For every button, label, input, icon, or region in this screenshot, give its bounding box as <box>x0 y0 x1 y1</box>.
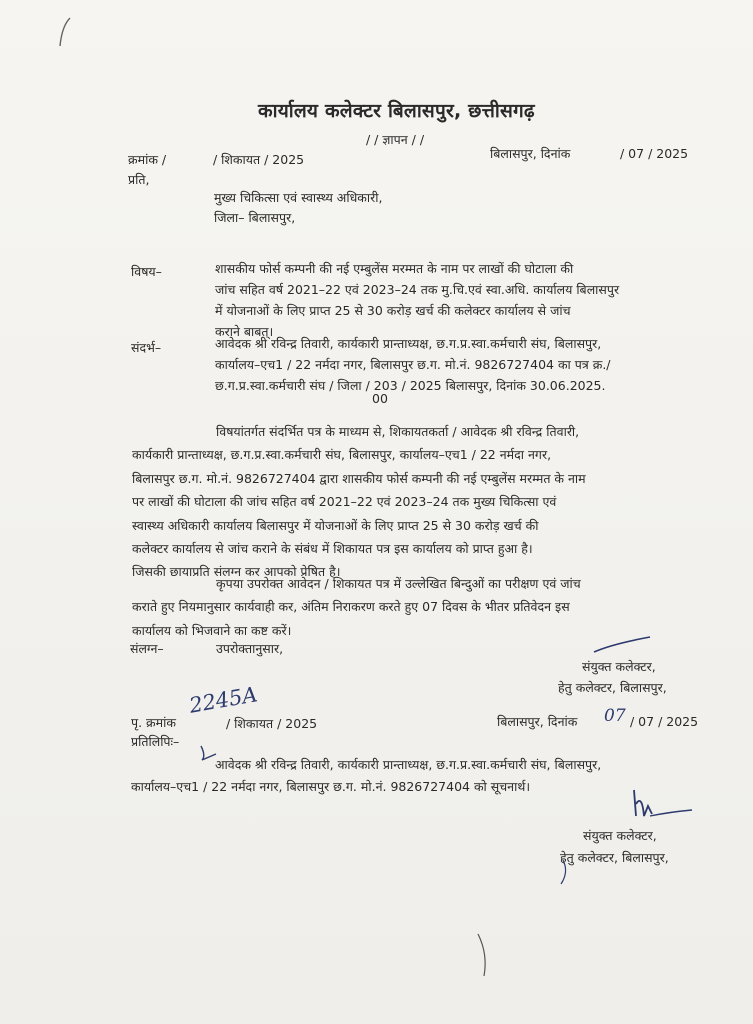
body-line: कार्यालय को भिजवाने का कष्ट करें। <box>132 622 292 638</box>
reference-label: संदर्भ– <box>131 340 162 355</box>
body-line: कार्यकारी प्रान्ताध्यक्ष, छ.ग.प्र.स्वा.कर्मचारी संघ, बिलासपुर, कार्यालय–एच1 / 22 नर्मदा नगर, <box>132 447 552 463</box>
body-line: बिलासपुर छ.ग. मो.नं. 9826727404 द्वारा शासकीय फोर्स कम्पनी की नई एम्बुलेंस मरम्मत के नाम <box>132 470 586 486</box>
prati-label: प्रति, <box>128 172 150 187</box>
enclosure-value: उपरोक्तानुसार, <box>216 641 284 656</box>
reference-text <box>215 333 695 396</box>
subject-line: शासकीय फोर्स कम्पनी की नई एम्बुलेंस मरम्मत के नाम पर लाखों की घोटाला की <box>215 261 574 276</box>
stray-pen-mark <box>470 930 500 980</box>
body-paragraph-2 <box>132 572 697 642</box>
office-title: कार्यालय कलेक्टर बिलासपुर, छत्तीसगढ़ <box>258 100 535 122</box>
endorsement-date-value: / 07 / 2025 <box>630 714 699 729</box>
handwritten-number: 2245A <box>187 682 260 718</box>
body-line: जिसकी छायाप्रति संलग्न कर आपको प्रेषित है। <box>132 564 341 580</box>
endorsement-place-date-label: बिलासपुर, दिनांक <box>497 714 578 729</box>
endorsement-line: आवेदक श्री रविन्द्र तिवारी, कार्यकारी प्रान्ताध्यक्ष, छ.ग.प्र.स्वा.कर्मचारी संघ, बिलासपुर, <box>215 757 602 772</box>
subject-line: जांच सहित वर्ष 2021–22 एवं 2023–24 तक मु.चि.एवं स्वा.अधि. कार्यालय बिलासपुर <box>215 282 620 297</box>
complaint-ref: / शिकायत / 2025 <box>213 152 305 167</box>
handwritten-day: 07 <box>604 706 626 726</box>
body-line: कलेक्टर कार्यालय से जांच कराने के संबंध में शिकायत पत्र इस कार्यालय को प्राप्त हुआ है। <box>132 541 533 557</box>
place-date-label: बिलासपुर, दिनांक <box>490 146 571 161</box>
body-line: पर लाखों की घोटाला की जांच सहित वर्ष 2021–22 एवं 2023–24 तक मुख्य चिकित्सा एवं <box>132 494 557 510</box>
subject-line: में योजनाओं के लिए प्राप्त 25 से 30 करोड़ खर्च की कलेक्टर कार्यालय से जांच <box>215 303 571 318</box>
enclosure-label: संलग्न– <box>130 641 164 656</box>
body-line: विषयांतर्गत संदर्भित पत्र के माध्यम से, शिकायतकर्ता / आवेदक श्री रविन्द्र तिवारी, <box>216 424 580 439</box>
signature1-line2: हेतु कलेक्टर, बिलासपुर, <box>558 680 667 695</box>
memo-label: / / ज्ञापन / / <box>366 132 425 147</box>
corner-mark <box>40 16 80 50</box>
signature2-line2: हेतु कलेक्टर, बिलासपुर, <box>560 850 669 865</box>
body-line: स्वास्थ्य अधिकारी कार्यालय बिलासपुर में योजनाओं के लिए प्राप्त 25 से 30 करोड़ खर्च की <box>132 517 539 533</box>
copy-label: प्रतिलिपिः– <box>131 734 180 749</box>
subject-text <box>215 258 695 342</box>
signature1-line1: संयुक्त कलेक्टर, <box>582 659 656 674</box>
subject-line: कराने बाबत्। <box>215 324 274 339</box>
body-line: कराते हुए नियमानुसार कार्यवाही कर, अंतिम निराकरण करते हुए 07 दिवस के भीतर प्रतिवेदन इस <box>132 599 570 615</box>
subject-label: विषय– <box>131 264 162 279</box>
body-paragraph-1 <box>132 420 697 584</box>
reference-line: आवेदक श्री रविन्द्र तिवारी, कार्यकारी प्रान्ताध्यक्ष, छ.ग.प्र.स्वा.कर्मचारी संघ, बिलासपुर, <box>215 336 602 351</box>
reference-line: छ.ग.प्र.स्वा.कर्मचारी संघ / जिला / 203 / 2025 बिलासपुर, दिनांक 30.06.2025. <box>215 378 606 393</box>
endorsement-text <box>131 754 711 798</box>
recipient-line2: जिला– बिलासपुर, <box>214 210 296 225</box>
reference-line: कार्यालय–एच1 / 22 नर्मदा नगर, बिलासपुर छ.ग. मो.नं. 9826727404 का पत्र क्र./ <box>215 357 611 372</box>
signature-mark <box>630 786 696 826</box>
endorsement-complaint-ref: / शिकायत / 2025 <box>226 716 318 731</box>
endorsement-number-label: पृ. क्रमांक <box>131 715 176 730</box>
date-value: / 07 / 2025 <box>620 146 689 161</box>
signature2-line1: संयुक्त कलेक्टर, <box>583 828 657 843</box>
pen-flourish <box>555 858 585 886</box>
reference-extra: 00 <box>372 391 388 406</box>
endorsement-line: कार्यालय–एच1 / 22 नर्मदा नगर, बिलासपुर छ.ग. मो.नं. 9826727404 को सूचनार्थ। <box>131 779 531 794</box>
signature-stroke <box>592 634 654 656</box>
recipient-line1: मुख्य चिकित्सा एवं स्वास्थ्य अधिकारी, <box>214 190 383 205</box>
number-label: क्रमांक / <box>128 152 167 167</box>
body-line: कृपया उपरोक्त आवेदन / शिकायत पत्र में उल्लेखित बिन्दुओं का परीक्षण एवं जांच <box>216 576 581 591</box>
